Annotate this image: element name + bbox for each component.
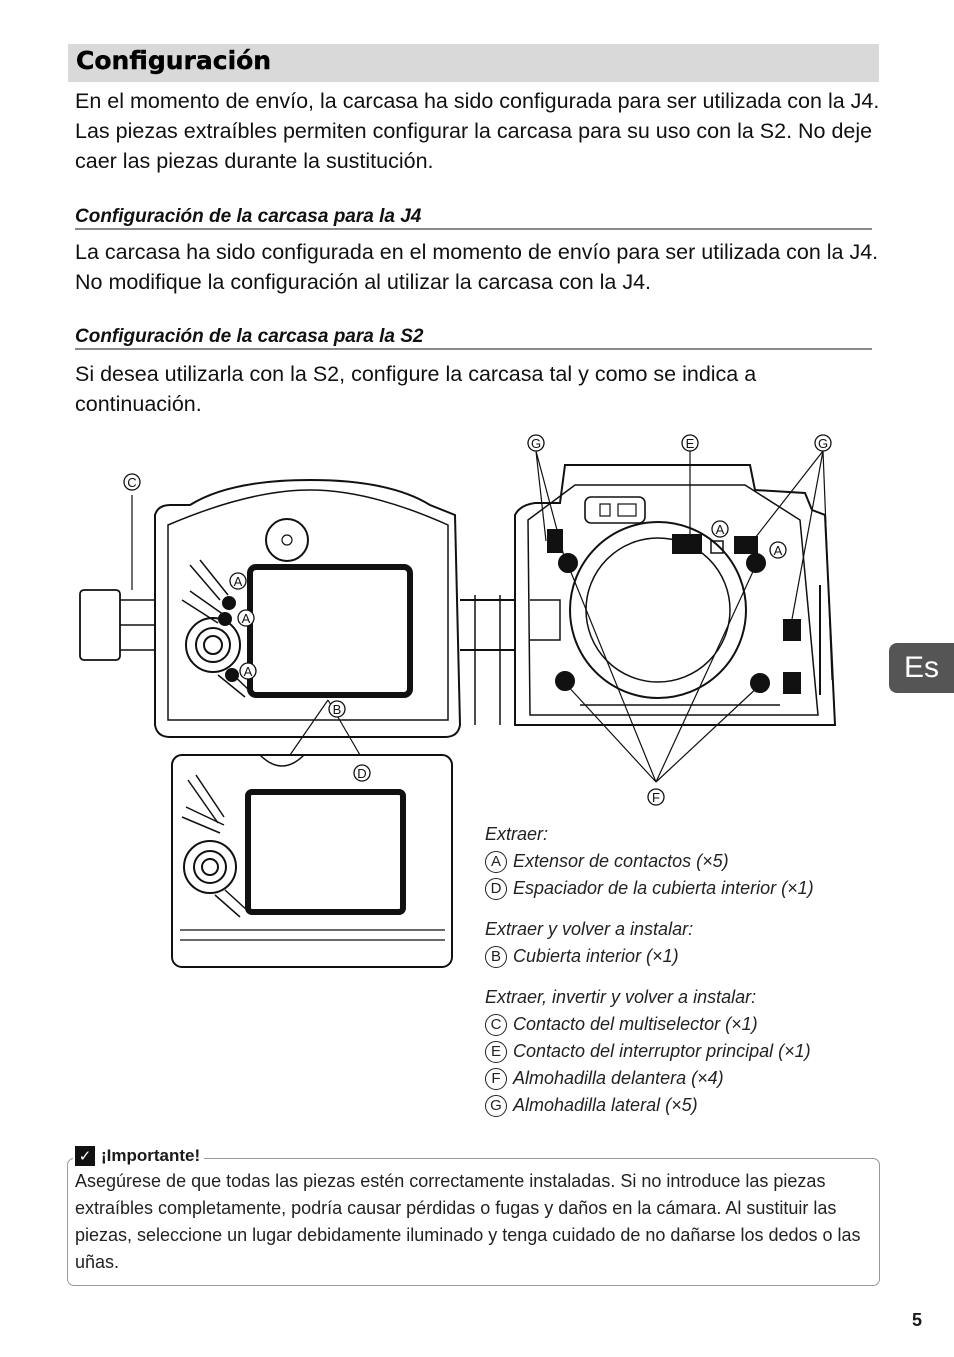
label-g-right: G: [817, 436, 829, 451]
section-title-bar: [68, 44, 879, 82]
legend-item: [485, 875, 885, 902]
label-c: C: [127, 475, 137, 490]
legend-reinstall-heading: Extraer y volver a instalar:: [485, 919, 694, 939]
legend-badge: A: [485, 851, 507, 873]
language-tab[interactable]: Es: [889, 643, 954, 693]
legend-text: Espaciador de la cubierta interior (×1): [513, 878, 814, 898]
legend-badge: G: [485, 1095, 507, 1117]
important-title-text: ¡Importante!: [101, 1146, 201, 1165]
legend-invert: [485, 984, 885, 1119]
legend-text: Cubierta interior (×1): [513, 946, 679, 966]
legend-item: [485, 848, 885, 875]
legend-item: [485, 1011, 885, 1038]
legend-item: [485, 1038, 885, 1065]
checkmark-icon: ✓: [75, 1146, 95, 1166]
subheading-s2: [75, 320, 872, 350]
important-note-text: Asegúrese de que todas las piezas estén correctamente instaladas. Si no introduce las piezas extraíbles completamente, podría causar pérdidas o fugas y daños en la cámara. Al sustituir las piezas, seleccione un lugar debidamente iluminado y tenga cuidado de no dañarse los dedos o las uñas.: [75, 1171, 861, 1272]
legend-text: Extensor de contactos (×5): [513, 851, 729, 871]
label-a-4: A: [715, 522, 725, 537]
legend-badge: D: [485, 878, 507, 900]
page-number: 5: [912, 1310, 923, 1330]
inner-cover-window: [248, 792, 403, 912]
legend-reinstall: [485, 916, 885, 970]
intro-paragraph: En el momento de envío, la carcasa ha sido configurada para ser utilizada con la J4. Las piezas extraíbles permiten configurar la carcasa para su uso con la S2. No deje caer las piezas durante la sustitución.: [75, 89, 880, 173]
label-e: E: [685, 436, 695, 451]
legend-item: [485, 1065, 885, 1092]
lcd-window: [250, 567, 410, 695]
j4-paragraph: La carcasa ha sido configurada en el momento de envío para ser utilizada con la J4. No modifique la configuración al utilizar la carcasa con la J4.: [75, 240, 879, 294]
legend-text: Almohadilla lateral (×5): [513, 1095, 698, 1115]
legend-badge: C: [485, 1014, 507, 1036]
legend-text: Contacto del interruptor principal (×1): [513, 1041, 811, 1061]
label-b: B: [332, 702, 342, 717]
legend-text: Almohadilla delantera (×4): [513, 1068, 724, 1088]
legend-remove-heading: Extraer:: [485, 824, 549, 844]
label-g-left: G: [530, 436, 542, 451]
round-button: [266, 519, 308, 561]
legend-badge: B: [485, 946, 507, 968]
legend-badge: F: [485, 1068, 507, 1090]
label-a-2: A: [241, 611, 251, 626]
label-a-3: A: [243, 664, 253, 679]
lens-opening: [570, 522, 746, 698]
important-note-title: [73, 1144, 204, 1168]
label-a-1: A: [233, 574, 243, 589]
latch: [80, 590, 120, 660]
legend-remove: [485, 821, 885, 902]
legend-item: [485, 943, 885, 970]
legend-text: Contacto del multiselector (×1): [513, 1014, 758, 1034]
back-door-outline: [155, 480, 460, 737]
legend-item: [485, 1092, 885, 1119]
legend-invert-heading: Extraer, invertir y volver a instalar:: [485, 987, 757, 1007]
s2-paragraph: Si desea utilizarla con la S2, configure la carcasa tal y como se indica a continuación.: [75, 362, 757, 416]
multiselector-dial: [186, 618, 240, 672]
subheading-j4: [75, 200, 872, 230]
subheading-s2-text: Configuración de la carcasa para la S2: [75, 326, 424, 347]
page-title: Configuración: [76, 46, 272, 75]
label-d: D: [357, 766, 367, 781]
label-a-5: A: [773, 543, 783, 558]
legend-badge: E: [485, 1041, 507, 1063]
label-f: F: [652, 790, 660, 805]
subheading-j4-text: Configuración de la carcasa para la J4: [75, 206, 422, 227]
